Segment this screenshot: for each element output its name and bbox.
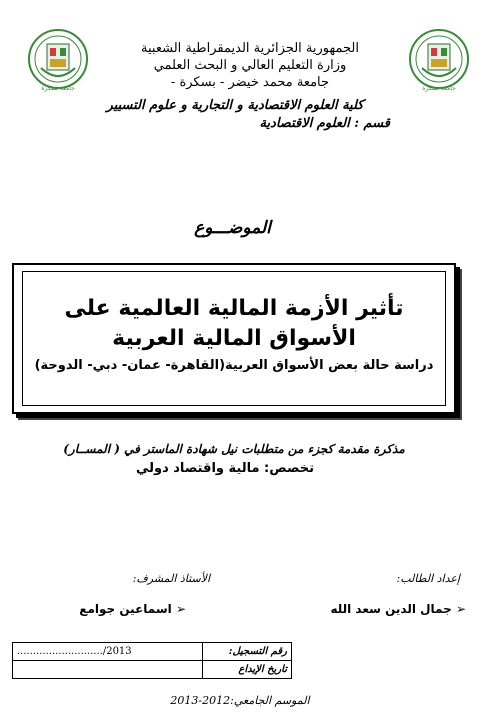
bullet-arrow-icon: ➢ xyxy=(175,602,186,616)
title-box xyxy=(12,263,456,414)
deposit-date-value xyxy=(13,661,203,679)
supervisor-entry xyxy=(20,602,186,616)
svg-text:جامعة بسكرة: جامعة بسكرة xyxy=(41,85,75,92)
registration-number-value: 2013/........................... xyxy=(13,643,203,661)
table-row xyxy=(13,643,292,661)
registration-table xyxy=(12,642,292,679)
registration-number-label: رقم التسجيل: xyxy=(203,643,292,661)
academic-year: الموسم الجامعي:2012-2013 xyxy=(170,694,310,707)
student-entry xyxy=(250,602,466,616)
department-name: قسم : العلوم الاقتصادية xyxy=(259,116,390,131)
specialty: تخصص: مالية واقتصاد دولي xyxy=(135,461,315,476)
logo-caption: جامعة بسكرة xyxy=(422,85,456,92)
student-label: إعداد الطالب: xyxy=(396,572,460,585)
thesis-subtitle: دراسة حالة بعض الأسواق العربية(القاهرة- عمان- دبي- الدوحة) xyxy=(34,358,434,373)
title-frame xyxy=(22,271,446,406)
memo-statement: مذكرة مقدمة كجزء من متطلبات نيل شهادة الماستر في ( المســار) xyxy=(63,442,405,456)
student-name: جمال الدين سعد الله xyxy=(330,602,452,616)
supervisor-name: اسماعين جوامع xyxy=(79,602,172,616)
supervisor-label: الأستاذ المشرف: xyxy=(132,572,210,585)
university-name: جامعة محمد خيضر - بسكرة - xyxy=(170,75,330,90)
subject-heading: الموضـــوع xyxy=(194,218,271,238)
thesis-title-line1: تأثير الأزمة المالية العالمية على xyxy=(64,296,404,321)
thesis-title-line2: الأسواق المالية العربية xyxy=(112,326,356,351)
bullet-arrow-icon: ➢ xyxy=(455,602,466,616)
faculty-name: كلية العلوم الاقتصادية و التجارية و علوم التسيير xyxy=(106,98,364,113)
republic-name: الجمهورية الجزائرية الديمقراطية الشعبية xyxy=(141,41,359,56)
table-row xyxy=(13,661,292,679)
ministry-name: وزارة التعليم العالي و البحث العلمي xyxy=(153,58,347,73)
deposit-date-label: تاريخ الإيداع xyxy=(203,661,292,679)
